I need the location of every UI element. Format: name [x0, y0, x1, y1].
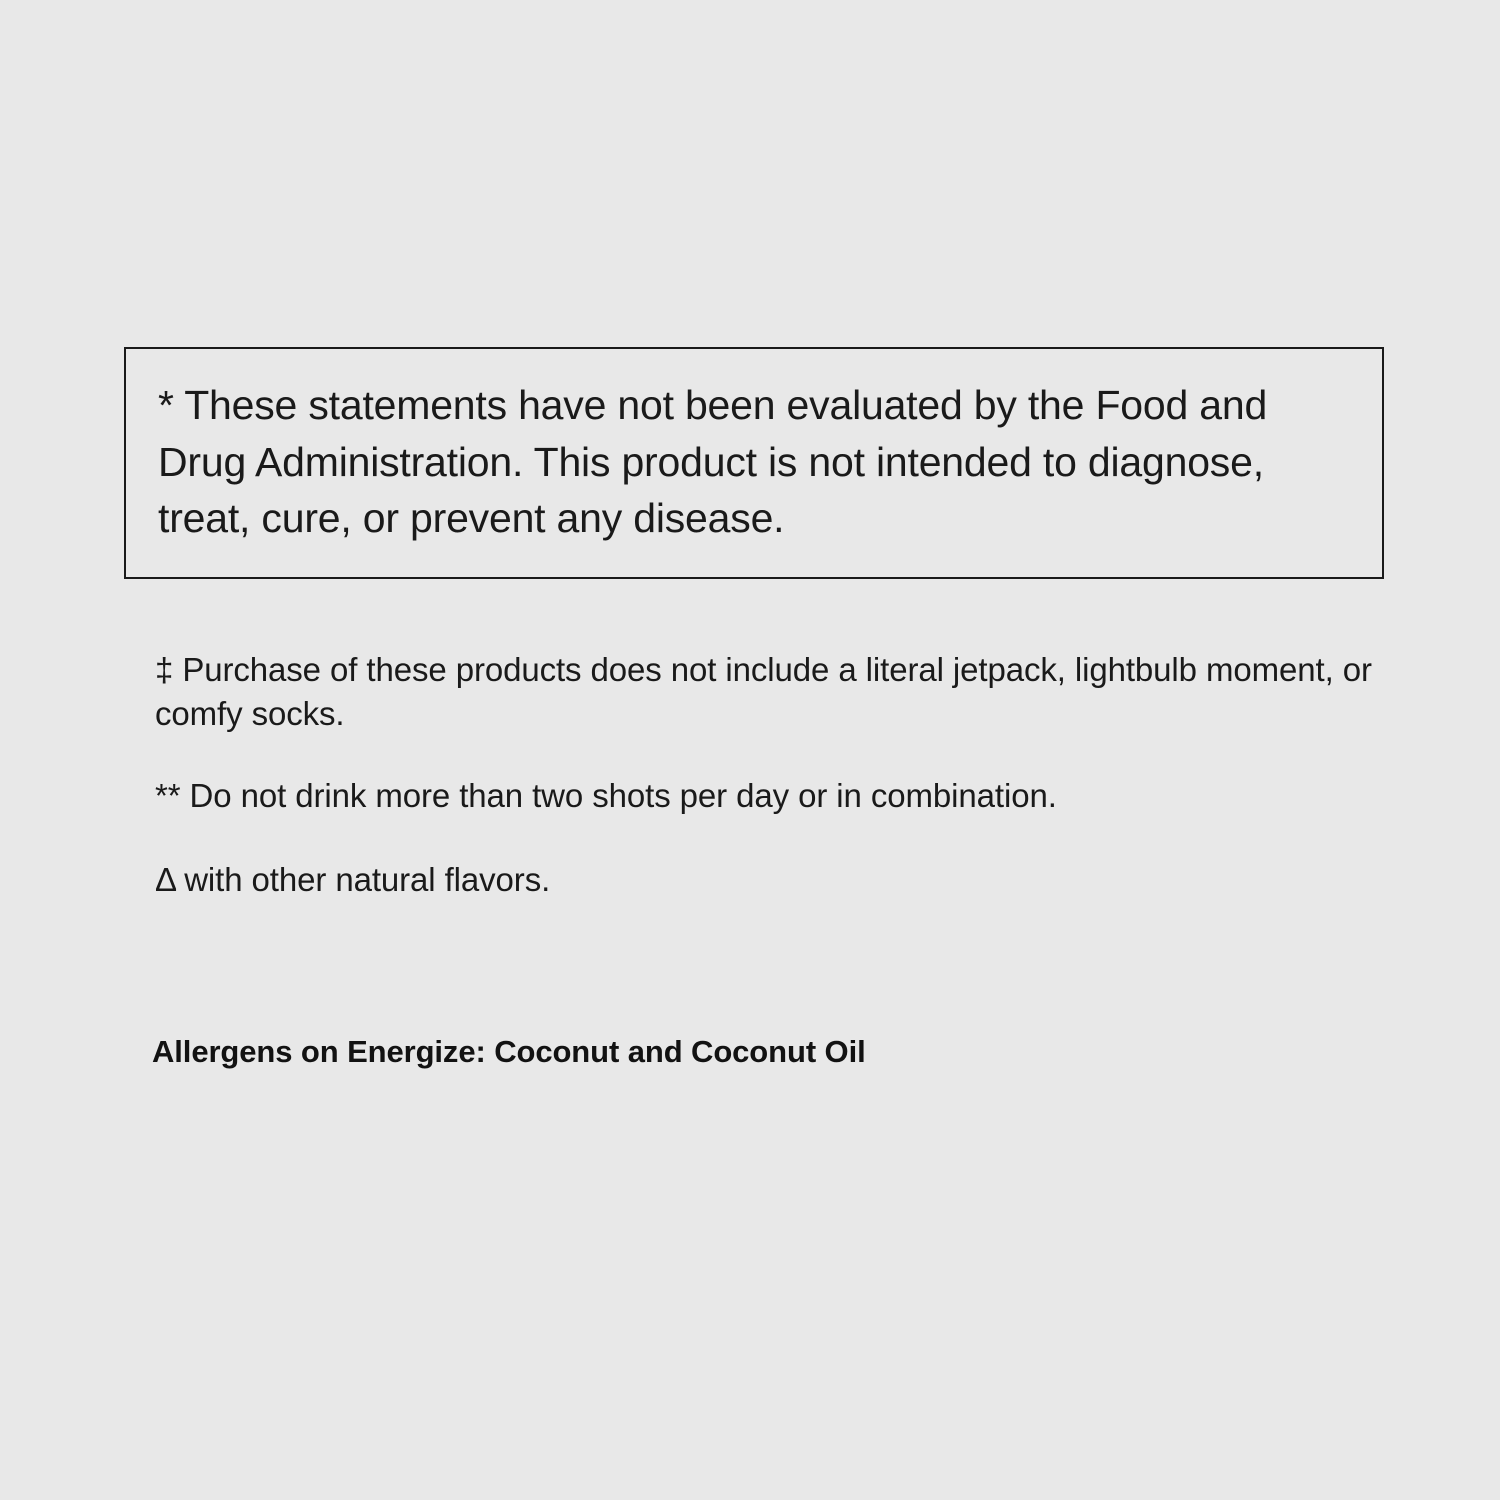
footnote-natural-flavors: Δ with other natural flavors. [155, 860, 551, 898]
footnotes-list [155, 648, 1395, 902]
fda-disclaimer-box [124, 347, 1384, 579]
fda-disclaimer-text: * These statements have not been evaluated by the Food and Drug Administration. This product is not intended to diagnose, treat, cure, or prevent any disease. [158, 382, 1268, 542]
footnote-dosage: ** Do not drink more than two shots per day or in combination. [155, 776, 1057, 814]
footnote-jetpack: ‡ Purchase of these products does not include a literal jetpack, lightbulb moment, or comfy socks. [155, 651, 1372, 732]
allergens-statement: Allergens on Energize: Coconut and Coconut Oil [152, 1034, 866, 1069]
